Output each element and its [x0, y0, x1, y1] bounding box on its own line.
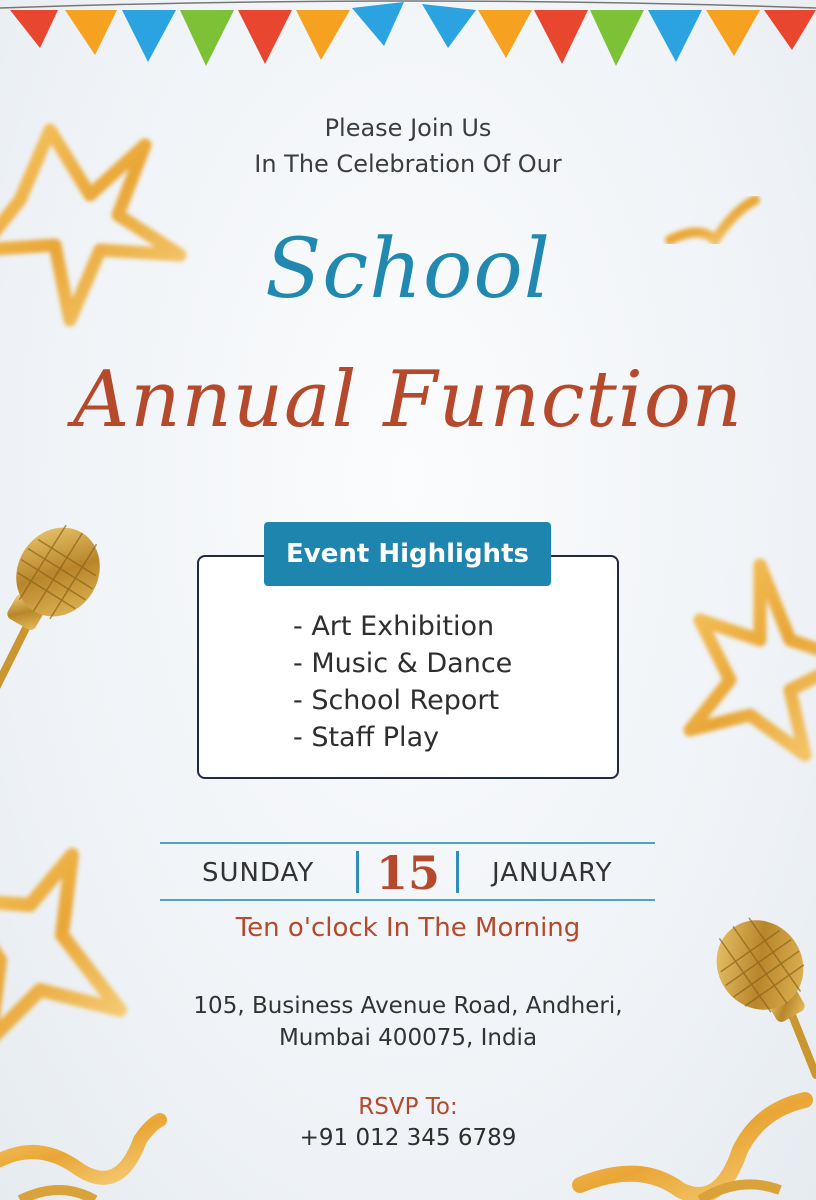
rsvp-phone[interactable]: +91 012 345 6789 — [299, 1125, 517, 1151]
date-divider — [456, 851, 459, 893]
date-divider — [356, 851, 359, 893]
intro-text — [0, 110, 816, 182]
event-month: JANUARY — [492, 858, 613, 888]
list-item: - School Report — [293, 685, 500, 716]
list-item: - Music & Dance — [293, 648, 513, 679]
address-line-1: 105, Business Avenue Road, Andheri, — [193, 993, 623, 1019]
list-item: - Art Exhibition — [293, 611, 495, 642]
event-date-number: 15 — [375, 846, 440, 900]
title-annual-function: Annual Function — [72, 355, 744, 445]
intro-line-2: In The Celebration Of Our — [254, 150, 562, 178]
event-day: SUNDAY — [202, 858, 315, 888]
highlights-list — [293, 608, 512, 756]
star-icon — [690, 565, 816, 755]
bunting-flags — [0, 1, 816, 66]
date-rule-top — [160, 842, 655, 844]
highlights-header: Event Highlights — [264, 522, 551, 586]
title-school: School — [265, 222, 551, 317]
microphone-icon — [0, 512, 116, 690]
address-line-2: Mumbai 400075, India — [278, 1025, 538, 1051]
event-time: Ten o'clock In The Morning — [235, 913, 581, 943]
event-address — [0, 990, 816, 1054]
rsvp-label: RSVP To: — [358, 1094, 458, 1120]
intro-line-1: Please Join Us — [324, 114, 492, 142]
list-item: - Staff Play — [293, 722, 440, 753]
